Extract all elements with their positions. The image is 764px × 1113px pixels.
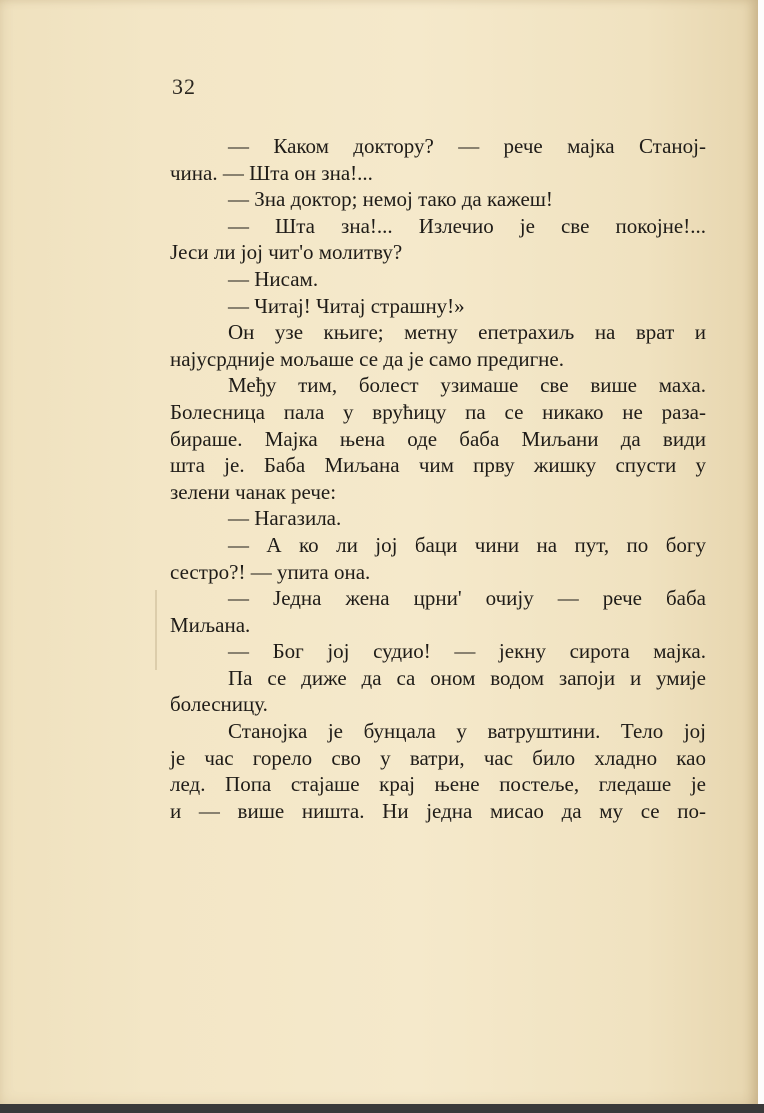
text-line: — Бог јој судио! — јекну сирота мајка. <box>228 639 706 664</box>
text-line: зелени чанак рече: <box>170 479 337 504</box>
text-line: — Једна жена црни' очију — рече баба <box>228 586 706 611</box>
text-line: — Зна доктор; немој тако да кажеш! <box>228 187 553 212</box>
paper-stain <box>155 590 157 670</box>
page-body-text <box>170 133 706 824</box>
scan-bottom-bar <box>0 1104 764 1113</box>
text-line: Станојка је бунцала у ватруштини. Тело јој <box>228 719 706 744</box>
text-line: — Каком доктору? — рече мајка Станој- <box>228 134 706 158</box>
text-line: Миљана. <box>170 612 251 637</box>
text-line: и — више ништа. Ни једна мисао да му се по- <box>170 798 706 823</box>
text-line: Јеси ли јој чит'о молитву? <box>170 240 403 265</box>
text-line: — Нисам. <box>228 266 319 291</box>
text-line: Он узе књиге; метну епетрахиљ на врат и <box>228 320 706 345</box>
scan-edge <box>758 0 764 1113</box>
text-line: сестро?! — упита она. <box>170 559 371 584</box>
text-line: чина. — Шта он зна!... <box>170 160 373 185</box>
text-line: је час горело сво у ватри, час било хладно као <box>170 745 706 770</box>
text-line: бираше. Мајка њена оде баба Миљани да види <box>170 426 706 451</box>
text-line: најусрдније мољаше се да је само предигне. <box>170 346 564 371</box>
page-number: 32 <box>172 74 196 99</box>
text-line: лед. Попа стајаше крај њене постеље, гледаше је <box>170 772 706 797</box>
text-line: Међу тим, болест узимаше све више маха. <box>228 373 706 398</box>
text-line: — Шта зна!... Излечио је све покојне!... <box>228 213 706 238</box>
text-line: — Читај! Читај страшну!» <box>228 293 465 318</box>
text-line: — Нагазила. <box>228 506 342 531</box>
text-line: — А ко ли јој баци чини на пут, по богу <box>228 532 706 557</box>
text-line: шта је. Баба Миљана чим прву жишку спусти у <box>170 453 706 478</box>
text-line: болесницу. <box>170 692 268 717</box>
text-line: Болесница пала у врућицу па се никако не раза- <box>170 399 706 424</box>
text-line: Па се диже да са оном водом запоји и умије <box>228 665 706 690</box>
